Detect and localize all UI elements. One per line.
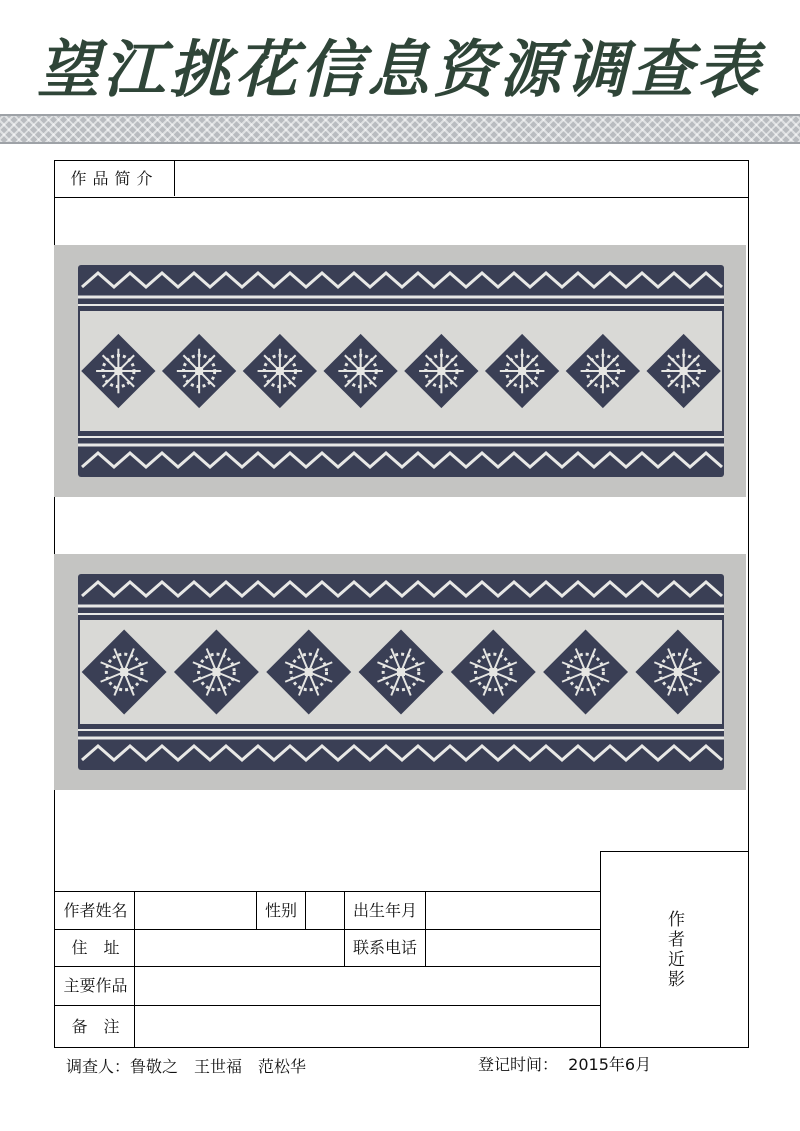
- address-field[interactable]: [137, 930, 343, 966]
- gender-label: 性别: [264, 900, 297, 920]
- motif-center: [674, 668, 682, 676]
- motif-center: [437, 367, 445, 375]
- author-name-label: 作者姓名: [63, 900, 128, 920]
- works-field[interactable]: [137, 967, 599, 1005]
- page-title: 望江挑花信息资源调查表: [36, 33, 763, 106]
- motif-center: [518, 367, 526, 375]
- embroidery-image-1: [54, 245, 746, 497]
- author-photo-box[interactable]: [600, 851, 749, 1048]
- address-label: 住 址: [71, 938, 120, 957]
- motif-center: [680, 367, 688, 375]
- motif-center: [195, 367, 203, 375]
- form-line: [305, 891, 306, 929]
- phone-field[interactable]: [427, 930, 599, 966]
- surveyors-text: 调查人：鲁敬之 王世福 范松华: [66, 1057, 307, 1076]
- registration-date: 登记时间： 2015年6月: [478, 1055, 652, 1074]
- intro-row: [55, 161, 748, 198]
- motif-center: [305, 668, 313, 676]
- phone-label: 联系电话: [352, 938, 417, 957]
- notes-label: 备 注: [71, 1016, 120, 1036]
- motif-center: [582, 668, 590, 676]
- intro-label: 作品简介: [55, 161, 175, 196]
- works-label: 主要作品: [63, 976, 128, 995]
- form-line: [134, 891, 135, 1048]
- gender-field[interactable]: [307, 892, 344, 929]
- birth-field[interactable]: [427, 892, 599, 929]
- author-photo-label: 作者近影: [664, 909, 684, 990]
- embroidery-image-2: [54, 554, 746, 790]
- motif-center: [599, 367, 607, 375]
- motif-center: [114, 367, 122, 375]
- decorative-border-band: [0, 114, 800, 144]
- motif-center: [212, 668, 220, 676]
- motif-center: [276, 367, 284, 375]
- author-name-field[interactable]: [137, 892, 255, 929]
- motif-center: [357, 367, 365, 375]
- motif-center: [489, 668, 497, 676]
- form-line: [425, 891, 426, 966]
- birth-label: 出生年月: [352, 900, 417, 920]
- motif-center: [120, 668, 128, 676]
- motif-center: [397, 668, 405, 676]
- notes-field[interactable]: [137, 1006, 599, 1047]
- author-photo-label-wrap: [601, 852, 748, 1047]
